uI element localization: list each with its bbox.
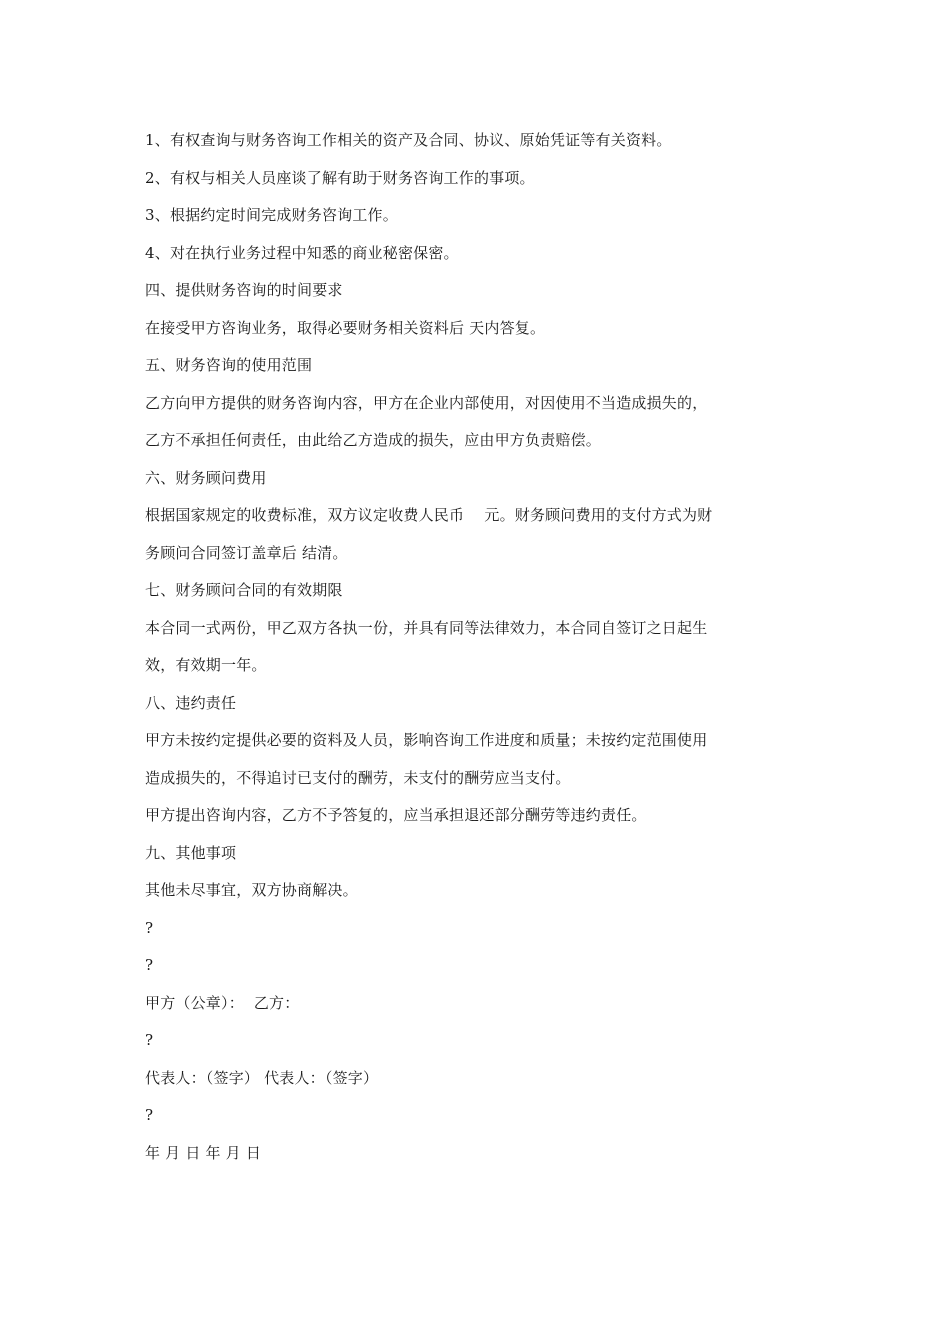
placeholder-mark: ?	[145, 1106, 154, 1124]
clause-right-3: 3、根据约定时间完成财务咨询工作。	[145, 206, 398, 224]
section-heading-fee: 六、财务顾问费用	[145, 468, 267, 487]
section-heading-time: 四、提供财务咨询的时间要求	[145, 281, 343, 299]
placeholder-mark: ?	[145, 1031, 154, 1049]
paragraph-fee-line-1: 根据国家规定的收费标准，双方议定收费人民币 元。财务顾问费用的支付方式为财	[145, 506, 713, 524]
paragraph-liability-line-2: 造成损失的，不得追讨已支付的酬劳，未支付的酬劳应当支付。	[145, 768, 571, 787]
placeholder-mark: ?	[145, 956, 154, 974]
clause-right-1: 1、有权查询与财务咨询工作相关的资产及合同、协议、原始凭证等有关资料。	[145, 131, 672, 149]
paragraph-validity-line-2: 效，有效期一年。	[145, 656, 267, 674]
section-heading-other: 九、其他事项	[145, 843, 237, 862]
paragraph-scope-line-1: 乙方向甲方提供的财务咨询内容，甲方在企业内部使用，对因使用不当造成损失的，	[145, 393, 708, 412]
placeholder-mark: ?	[145, 918, 154, 937]
paragraph-time: 在接受甲方咨询业务，取得必要财务相关资料后 天内答复。	[145, 318, 546, 337]
section-heading-scope: 五、财务咨询的使用范围	[145, 356, 313, 374]
section-heading-liability: 八、违约责任	[145, 693, 237, 712]
clause-right-4: 4、对在执行业务过程中知悉的商业秘密保密。	[145, 243, 459, 262]
paragraph-other: 其他未尽事宜，双方协商解决。	[145, 881, 358, 899]
paragraph-liability-line-3: 甲方提出咨询内容，乙方不予答复的，应当承担退还部分酬劳等违约责任。	[145, 806, 647, 824]
paragraph-fee-line-2: 务顾问合同签订盖章后 结清。	[145, 543, 348, 562]
paragraph-liability-line-1: 甲方未按约定提供必要的资料及人员，影响咨询工作进度和质量；未按约定范围使用	[145, 731, 708, 749]
paragraph-validity-line-1: 本合同一式两份，甲乙双方各执一份，并具有同等法律效力，本合同自签订之日起生	[145, 618, 708, 637]
signature-representatives: 代表人：（签字） 代表人：（签字）	[145, 1068, 379, 1087]
paragraph-scope-line-2: 乙方不承担任何责任，由此给乙方造成的损失，应由甲方负责赔偿。	[145, 431, 602, 449]
section-heading-validity: 七、财务顾问合同的有效期限	[145, 581, 343, 599]
signature-parties: 甲方（公章）： 乙方：	[145, 993, 300, 1012]
signature-dates: 年 月 日 年 月 日	[145, 1143, 262, 1162]
clause-right-2: 2、有权与相关人员座谈了解有助于财务咨询工作的事项。	[145, 168, 535, 187]
document-body	[145, 122, 785, 1172]
